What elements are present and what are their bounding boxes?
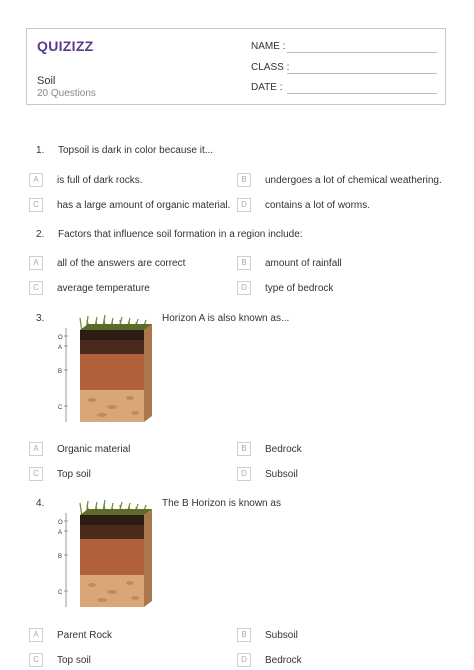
option-letter-b[interactable]: B [237,173,251,187]
quizizz-logo: QUIZIZZ [37,38,94,54]
option-letter-a[interactable]: A [29,173,43,187]
option-text[interactable]: Top soil [57,655,91,666]
horizon-b-label: B [58,369,63,375]
horizon-o-label: O [58,520,63,526]
option-letter-c[interactable]: C [29,467,43,481]
option-letter-a[interactable]: A [29,256,43,270]
question-text: The B Horizon is known as [162,498,281,509]
name-label: NAME : [251,41,286,52]
option-text[interactable]: all of the answers are correct [57,258,186,269]
worksheet-title: Soil [37,75,56,87]
question-count: 20 Questions [37,88,96,99]
horizon-b-label: B [58,554,63,560]
horizon-o-label: O [58,335,63,341]
name-field[interactable] [251,41,285,52]
class-field[interactable] [251,62,289,73]
option-text[interactable]: Bedrock [265,655,302,666]
date-field[interactable] [251,82,282,93]
option-letter-b[interactable]: B [237,628,251,642]
horizon-a-label: A [58,345,63,351]
option-letter-d[interactable]: D [237,281,251,295]
question-number: 3. [36,313,45,324]
worksheet-header [26,28,446,105]
option-text[interactable]: undergoes a lot of chemical weathering. [265,175,442,186]
horizon-c-label: C [58,405,63,411]
option-letter-d[interactable]: D [237,653,251,667]
question-number: 1. [36,145,45,156]
horizon-a-label: A [58,530,63,536]
option-letter-d[interactable]: D [237,467,251,481]
date-line [287,93,437,94]
name-line [287,52,437,53]
option-text[interactable]: Parent Rock [57,630,113,641]
option-text[interactable]: amount of rainfall [265,258,342,269]
option-letter-b[interactable]: B [237,256,251,270]
option-letter-b[interactable]: B [237,442,251,456]
option-letter-d[interactable]: D [237,198,251,212]
option-text[interactable]: Organic material [57,444,131,455]
class-line [287,73,437,74]
soil-profile-diagram [52,312,154,426]
option-text[interactable]: Subsoil [265,469,298,480]
question-text: Horizon A is also known as... [162,313,290,324]
option-text[interactable]: Bedrock [265,444,302,455]
option-letter-c[interactable]: C [29,653,43,667]
soil-profile-diagram [52,497,154,611]
horizon-c-label: C [58,590,63,596]
class-label: CLASS : [251,62,290,73]
option-letter-c[interactable]: C [29,198,43,212]
option-letter-a[interactable]: A [29,628,43,642]
option-text[interactable]: contains a lot of worms. [265,200,371,211]
question-number: 2. [36,229,45,240]
option-text[interactable]: is full of dark rocks. [57,175,143,186]
question-number: 4. [36,498,45,509]
option-letter-c[interactable]: C [29,281,43,295]
option-letter-a[interactable]: A [29,442,43,456]
question-text: Factors that influence soil formation in a region include: [58,229,303,240]
date-label: DATE : [251,82,283,93]
option-text[interactable]: average temperature [57,283,150,294]
option-text[interactable]: Top soil [57,469,91,480]
option-text[interactable]: Subsoil [265,630,298,641]
option-text[interactable]: has a large amount of organic material. [57,200,231,211]
question-text: Topsoil is dark in color because it... [58,145,214,156]
option-text[interactable]: type of bedrock [265,283,334,294]
